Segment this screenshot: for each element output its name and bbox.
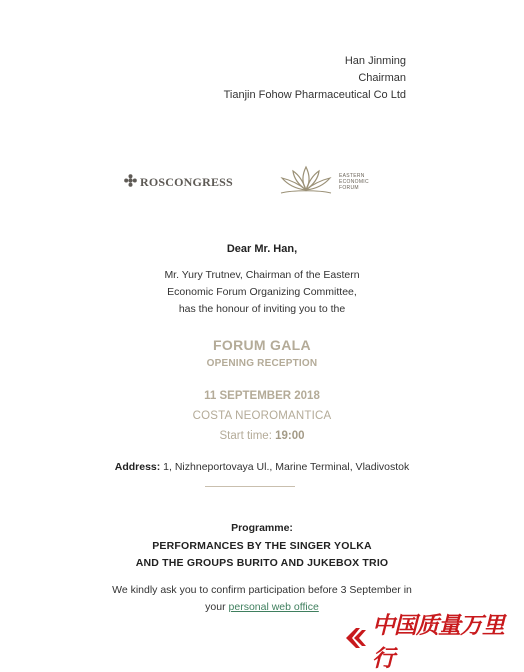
roscongress-wordmark: ROSCONGRESS [140,174,233,189]
eef-wordmark [339,173,369,191]
salutation: Dear Mr. Han, [226,243,298,255]
recipient-name: Han Jinming [344,55,406,67]
recipient-company: Tianjin Fohow Pharmaceutical Co Ltd [223,89,406,101]
address-label: Address: [114,461,161,473]
personal-web-office-link[interactable]: personal web office [228,601,319,613]
programme-title: Programme: [231,522,293,534]
logo-row [0,160,524,204]
programme-line-1: PERFORMANCES BY THE SINGER YOLKA [152,540,372,552]
watermark [343,612,524,672]
programme-line-2: AND THE GROUPS BURITO AND JUKEBOX TRIO [135,557,389,569]
address-value: 1, Nizhneportovaya Ul., Marine Terminal, Vladivostok [163,461,410,473]
lotus-icon [277,163,335,202]
eastern-economic-forum-logo [277,162,369,202]
confirm-prefix: your [205,601,226,613]
eef-line-2: ECONOMIC [339,179,369,185]
event-venue: COSTA NEOROMANTICA [192,410,332,422]
section-divider [205,486,295,487]
roscongress-logo [124,173,233,191]
start-time-value: 19:00 [275,430,305,442]
body-line-2: Economic Forum Organizing Committee, [167,286,357,298]
eef-line-3: FORUM [339,185,359,191]
watermark-logo-icon [343,625,369,656]
body-line-1: Mr. Yury Trutnev, Chairman of the Eastern [164,269,360,281]
event-title: FORUM GALA [213,337,311,353]
event-address [0,461,524,473]
event-start-time [0,430,524,442]
eef-line-1: EASTERN [339,173,365,179]
confirm-line-1: We kindly ask you to confirm participation before 3 September in [112,584,412,596]
event-subtitle: OPENING RECEPTION [206,358,318,369]
event-date: 11 SEPTEMBER 2018 [204,390,320,402]
start-time-label: Start time: [219,430,272,442]
watermark-text: 中国质量万里行 [372,612,504,672]
roscongress-emblem-icon [124,174,137,191]
body-line-3: has the honour of inviting you to the [178,303,346,315]
recipient-title: Chairman [358,72,406,84]
